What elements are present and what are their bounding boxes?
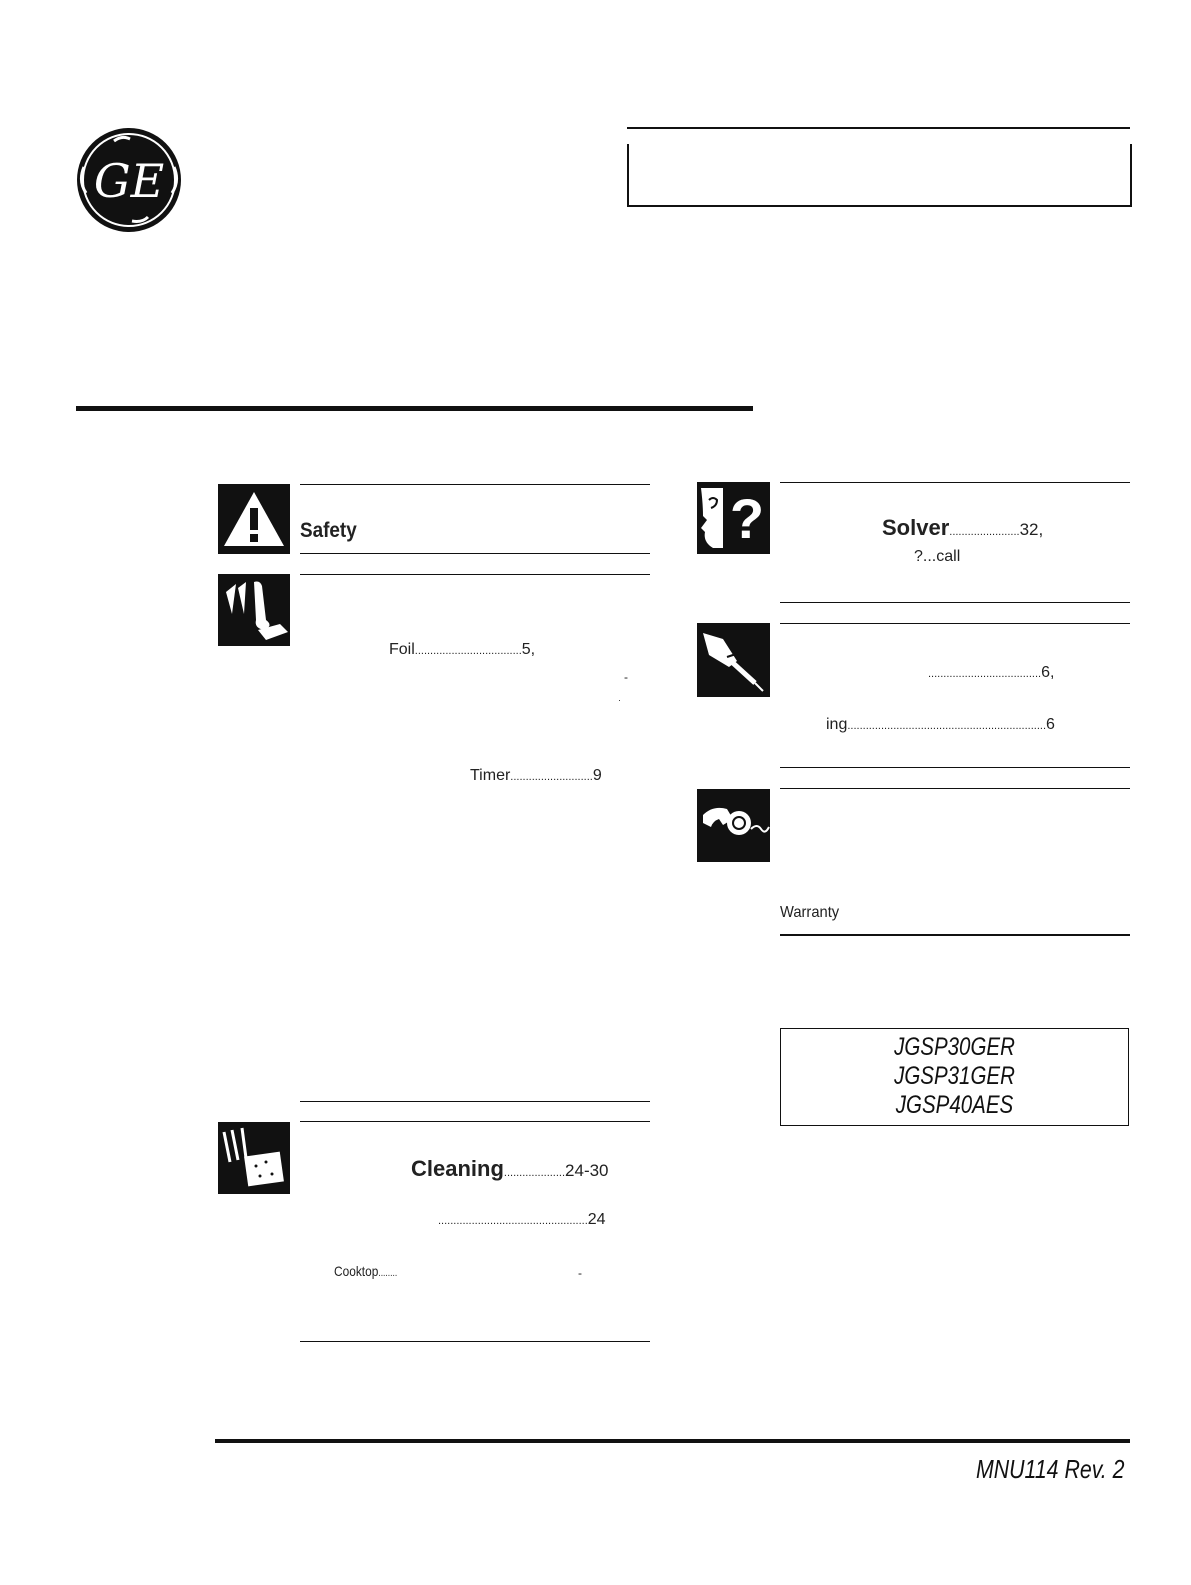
timer-dots: ........................... <box>510 771 593 783</box>
call-text: ?...call <box>914 548 961 565</box>
phone-icon <box>697 789 770 862</box>
care-line2-dots: ................................................. <box>438 1215 588 1227</box>
foil-label: Foil <box>389 641 415 658</box>
operating-rule-top <box>300 574 650 575</box>
operating-rule-bottom <box>300 1101 650 1102</box>
svg-text:GE: GE <box>93 154 165 208</box>
doc-number: MNU114 Rev. 2 <box>976 1454 1125 1484</box>
cooktop-label: Cooktop <box>334 1263 379 1279</box>
cleaning-entry <box>411 1156 609 1182</box>
cleaning-dots: .................... <box>503 1167 566 1179</box>
top-box <box>627 144 1132 207</box>
warranty-label: Warranty <box>780 904 840 921</box>
ge-logo <box>74 127 184 233</box>
screwdriver-icon <box>697 623 770 697</box>
foil-dots: ................................... <box>414 645 522 657</box>
model-1: JGSP30GER <box>894 1033 1015 1061</box>
warning-icon <box>218 484 290 554</box>
timer-page: 9 <box>592 767 602 784</box>
cleaning-heading: Cleaning <box>411 1156 504 1181</box>
service-rule-top <box>780 788 1130 789</box>
cleaning-pages: 24-30 <box>565 1161 609 1180</box>
model-box <box>780 1028 1129 1126</box>
cooktop-dots: ........ <box>378 1268 398 1279</box>
problem-rule-top <box>780 482 1130 483</box>
install-rule-top <box>780 623 1130 624</box>
footer-rule <box>215 1439 1130 1443</box>
care-rule-bottom <box>300 1341 650 1342</box>
service-rule-bottom <box>780 934 1130 936</box>
main-divider <box>76 406 753 411</box>
install-line2-prefix: ing <box>826 716 848 733</box>
solver-entry <box>882 515 1043 541</box>
timer-label: Timer <box>470 767 511 784</box>
safety-rule-top <box>300 484 650 485</box>
care-stray-dash: - <box>578 1266 582 1280</box>
hand-touch-icon <box>218 574 290 646</box>
care-line2-page: 24 <box>587 1211 606 1228</box>
solver-heading: Solver <box>882 515 950 540</box>
install-line1 <box>928 664 1054 682</box>
timer-entry <box>470 767 602 785</box>
safety-rule-bottom <box>300 553 650 554</box>
solver-pages: 32, <box>1019 520 1044 539</box>
care-rule-top <box>300 1121 650 1122</box>
install-line1-page: 6, <box>1041 664 1055 681</box>
sponge-icon <box>218 1122 290 1194</box>
svg-text:?: ? <box>729 487 765 550</box>
cooktop-entry <box>334 1263 397 1279</box>
solver-dots: ....................... <box>949 526 1020 538</box>
stray-dash: - <box>624 670 628 684</box>
install-line1-dots: ..................................... <box>928 668 1042 680</box>
care-line2 <box>438 1211 606 1229</box>
foil-page: 5, <box>521 641 536 658</box>
install-rule-bottom <box>780 767 1130 768</box>
foil-entry <box>389 641 535 659</box>
question-face-icon <box>697 482 770 554</box>
install-line2 <box>826 716 1055 734</box>
safety-label: Safety <box>300 519 357 542</box>
problem-rule-bottom <box>780 602 1130 603</box>
install-line2-page: 6 <box>1046 716 1055 733</box>
model-3: JGSP40AES <box>895 1091 1014 1119</box>
stray-dot: · <box>618 695 621 705</box>
install-line2-dots: ................................................................. <box>847 720 1047 732</box>
model-2: JGSP31GER <box>894 1062 1015 1090</box>
top-box-rule <box>627 127 1130 129</box>
